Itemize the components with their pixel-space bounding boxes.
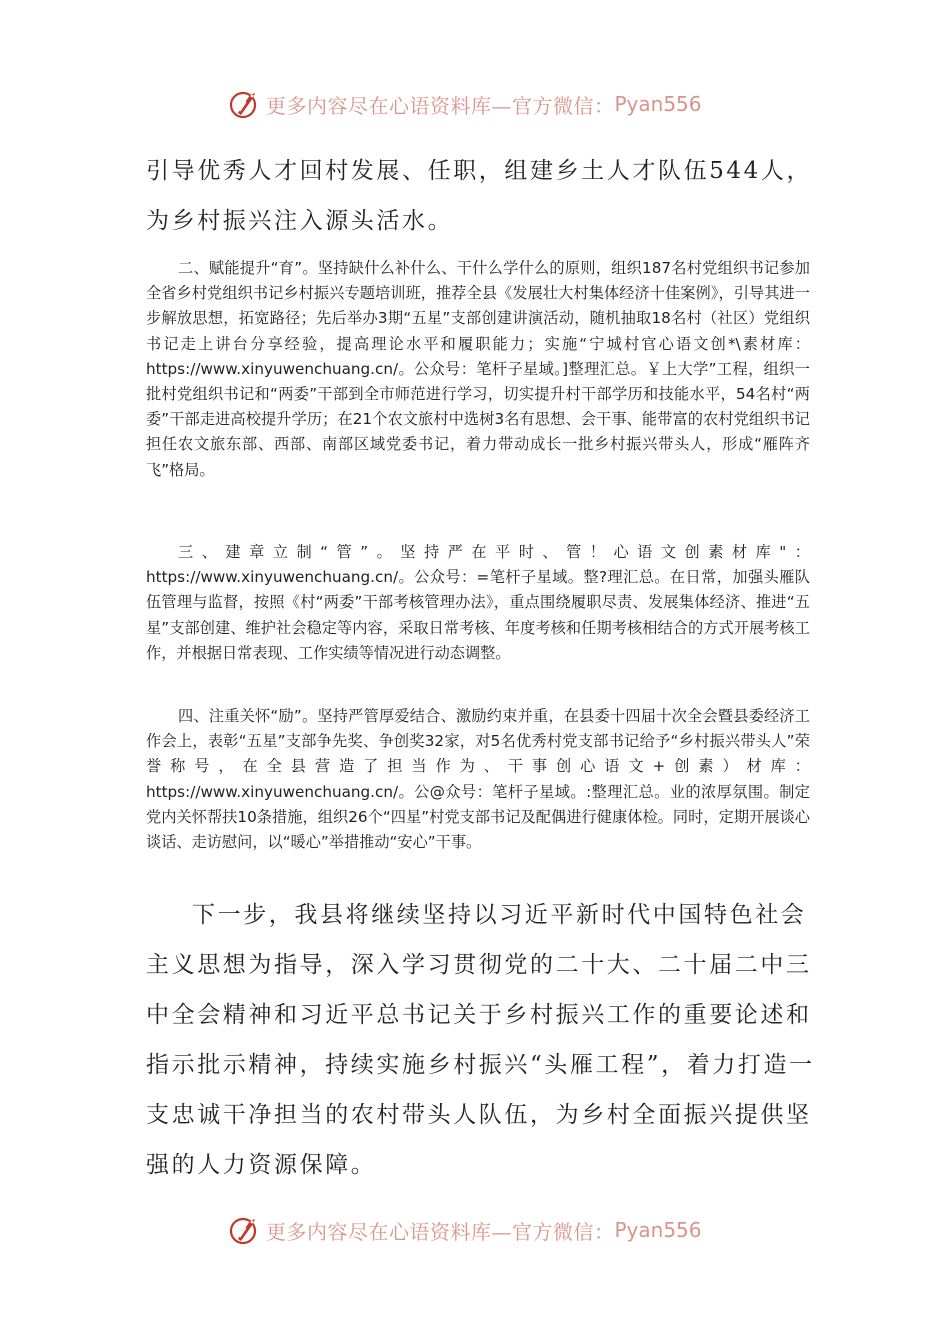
watermark-text: 更多内容尽在心语资料库—官方微信： xyxy=(266,1219,615,1244)
watermark-id: Pyan556 xyxy=(614,1218,702,1242)
watermark-id: Pyan556 xyxy=(614,92,702,116)
paragraph-empower: 二、赋能提升“育”。坚持缺什么补什么、干什么学什么的原则，组织187名村党组织书记参加全省乡村党组织书记乡村振兴专题培训班，推荐全县《发展壮大村集体经济十佳案例》，引导其进一步解放思想，拓宽路径；先后举办3期“五星”支部创建讲演活动，随机抽取18名村（社区）党组织书记走上讲台分享经验，提高理论水平和履职能力；实施“宁城村官心语文创*\素材库：https://www.xinyuwenchuang.cn/。公众号：笔杆子星域。]整理汇总。￥上大学”工程，组织一批村党组织书记和“两委”干部到全市师范进行学习，切实提升村干部学历和技能水平，54名村“两委”干部走进高校提升学历；在21个农文旅村中选树3名有思想、会干事、能带富的农村党组织书记担任农文旅东部、西部、南部区域党委书记，着力带动成长一批乡村振兴带头人，形成“雁阵齐飞”格局。 xyxy=(146,259,810,479)
closing-paragraph: 下一步，我县将继续坚持以习近平新时代中国特色社会主义思想为指导，深入学习贯彻党的二十大、二十届二中三中全会精神和习近平总书记关于乡村振兴工作的重要论述和指示批示精神，持续实施乡村振兴“头雁工程”，着力打造一支忠诚干净担当的农村带头人队伍，为乡村全面振兴提供坚强的人力资源保障。 xyxy=(146,902,815,1178)
intro-paragraph: 引导优秀人才回村发展、任职，组建乡土人才队伍544人，为乡村振兴注入源头活水。 xyxy=(146,158,813,234)
watermark-text: 更多内容尽在心语资料库—官方微信： xyxy=(266,93,615,118)
paragraph-care: 四、注重关怀“励”。坚持严管厚爱结合、激励约束并重，在县委十四届十次全会暨县委经济工作会上，表彰“五星”支部争先奖、争创奖32家，对5名优秀村党支部书记给予“乡村振兴带头人”荣誉称号，在全县营造了担当作为、干事创心语文+创素）材库：https://www.xinyuwenchuang.cn/。公@众号：笔杆子星域。:整理汇总。业的浓厚氛围。制定党内关怀帮扶10条措施，组织26个“四星”村党支部书记及配偶进行健康体检。同时，定期开展谈心谈话、走访慰问，以“暖心”举措推动“安心”干事。 xyxy=(146,707,810,852)
watermark-footer xyxy=(228,1210,728,1250)
pen-nib-logo-icon xyxy=(228,1213,262,1247)
watermark-header xyxy=(228,84,728,124)
paragraph-regulate: 三、建章立制“管”。坚持严在平时、管！心语文创素材库"：https://www.xinyuwenchuang.cn/。公众号：=笔杆子星域。整?理汇总。在日常，加强头雁队伍管理与监督，按照《村“两委”干部考核管理办法》，重点围绕履职尽责、发展集体经济、推进“五星”支部创建、维护社会稳定等内容，采取日常考核、年度考核和任期考核相结合的方式开展考核工作，并根据日常表现、工作实绩等情况进行动态调整。 xyxy=(146,543,810,662)
pen-nib-logo-icon xyxy=(228,87,262,121)
